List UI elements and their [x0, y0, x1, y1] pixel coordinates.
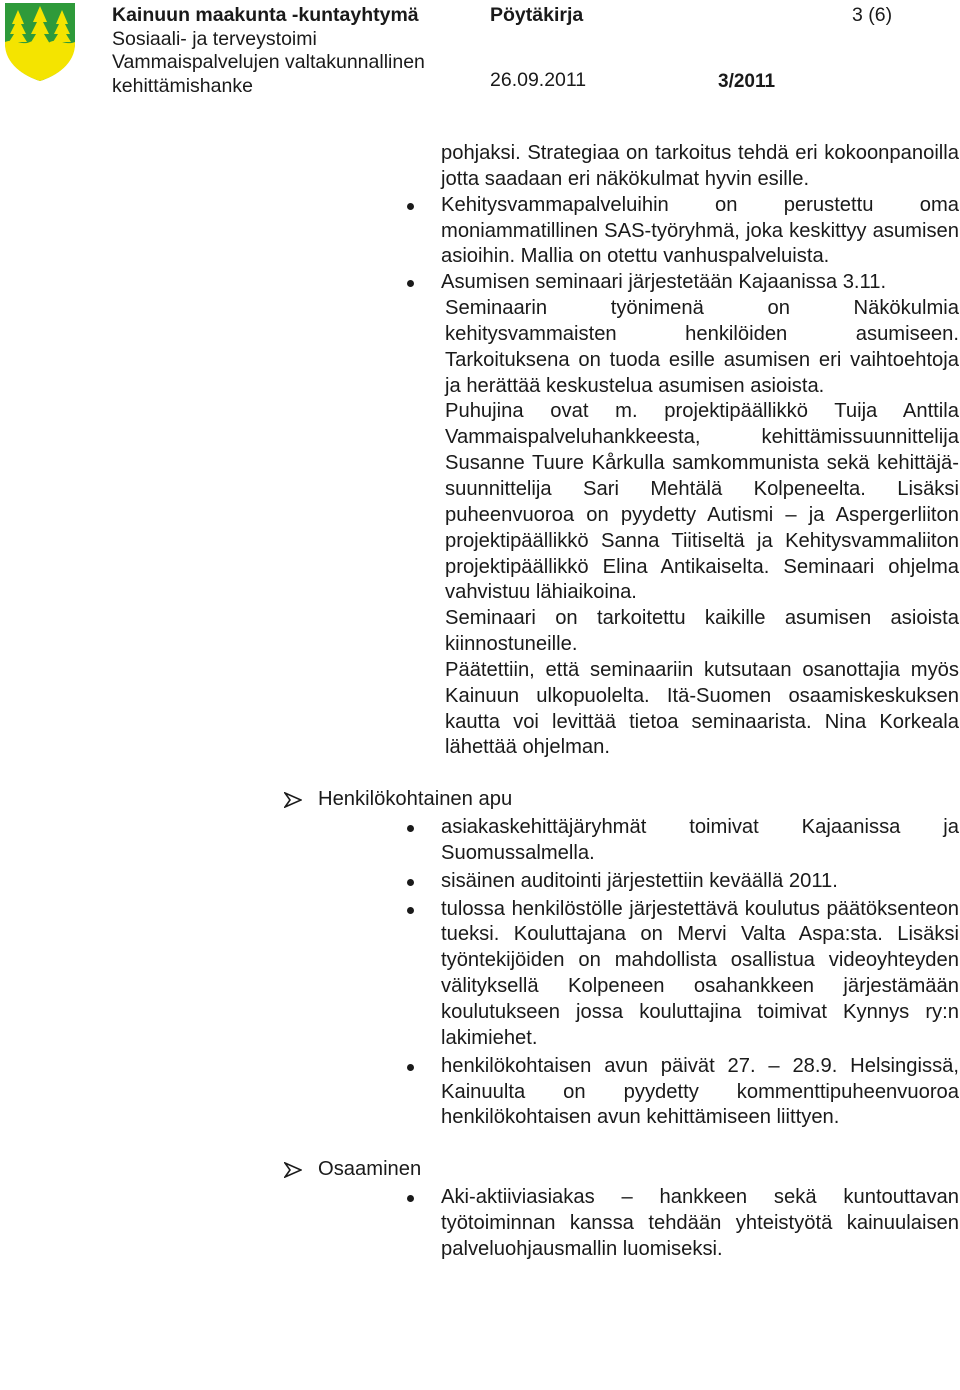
bullet-item: tulossa henkilöstölle järjestettävä koulutus päätöksenteon tueksi. Kouluttajana on Mervi Valta Aspa:sta. Lisäksi työntekijöiden on mahdollista osallistua videoyhteyden välityksellä Kolpeneen osahankkeen järjestämään koulutukseen jossa kouluttajina toimivat Kynnys ry:n lakimiehet. — [441, 897, 959, 1052]
bullet-item: Kehitysvammapalveluihin on perustettu oma moniammatillinen SAS-työryhmä, joka keskittyy asumisen asioihin. Mallia on otettu vanhuspalveluista. — [441, 193, 959, 271]
arrow-bullet-icon — [284, 792, 302, 808]
seminar-paragraph: Seminaarin työnimenä on Näkökulmia kehitysvammaisten henkilöiden asumiseen. Tarkoituksena on tuoda esille asumisen eri vaihtoehtoja ja herättää keskustelua asumisen asioista. — [445, 297, 959, 397]
section-title: Osaaminen — [318, 1158, 422, 1181]
project-name-line2: kehittämishanke — [112, 74, 253, 97]
bullet-item: Asumisen seminaari järjestetään Kajaanissa 3.11. — [441, 270, 959, 296]
section-title: Henkilökohtainen apu — [318, 788, 513, 811]
seminar-paragraph: Seminaari on tarkoitettu kaikille asumisen asioista kiinnostuneille. — [445, 607, 959, 656]
continuation-paragraph: pohjaksi. Strategiaa on tarkoitus tehdä eri kokoonpanoilla jotta saadaan eri näkökulmat hyvin esille. — [441, 142, 959, 190]
bullet-item: Aki-aktiiviasiakas – hankkeen sekä kuntouttavan työtoiminnan kanssa tehdään yhteistyötä kainuulaisen palveluohjausmallin luomiseksi. — [441, 1185, 959, 1263]
organization-department: Sosiaali- ja terveystoimi — [112, 27, 317, 50]
document-number: 3/2011 — [718, 71, 776, 92]
bullet-item: asiakaskehittäjäryhmät toimivat Kajaanissa ja Suomussalmella. — [441, 815, 959, 867]
document-type: Pöytäkirja — [490, 4, 584, 26]
document-body — [0, 141, 960, 1263]
seminar-paragraph: Puhujina ovat m. projektipäällikkö Tuija Anttila Vammaispalveluhankkeesta, kehittämissuunnittelija Susanne Tuure Kårkulla samkommunista sekä kehittäjä-suunnittelija Sari Mehtälä Kolpeneelta. Lisäksi puheenvuoroa on pyydetty Autismi – ja Aspergerliiton projektipäällikkö Sanna Tiitiseltä ja Kehitysvammaliiton projektipäällikkö Elina Antikaiselta. Seminaari ohjelma vahvistuu lähiaikoina. — [445, 400, 959, 604]
section-heading-personal-assistance — [318, 787, 960, 813]
bullet-item: sisäinen auditointi järjestettiin keväällä 2011. — [441, 869, 959, 895]
seminar-paragraph: Päätettiin, että seminaariin kutsutaan osanottajia myös Kainuun ulkopuolelta. Itä-Suomen osaamiskeskuksen kautta voi levittää tietoa seminaarista. Nina Korkeala lähettää ohjelman. — [445, 658, 959, 759]
document-header — [0, 0, 960, 100]
arrow-bullet-icon — [284, 1162, 302, 1178]
section-heading-competence — [318, 1157, 960, 1183]
page-number: 3 (6) — [852, 4, 893, 26]
bullet-item: henkilökohtaisen avun päivät 27. – 28.9. Helsingissä, Kainuulta on pyydetty kommenttipuheenvuoroa henkilökohtaisen avun kehittämiseen liittyen. — [441, 1054, 959, 1132]
kainuu-coat-of-arms-logo — [4, 2, 76, 82]
project-name-line1: Vammaispalvelujen valtakunnallinen — [112, 51, 425, 73]
organization-name: Kainuun maakunta -kuntayhtymä — [112, 4, 419, 26]
organization-block — [112, 4, 425, 98]
document-date: 26.09.2011 — [490, 69, 587, 91]
